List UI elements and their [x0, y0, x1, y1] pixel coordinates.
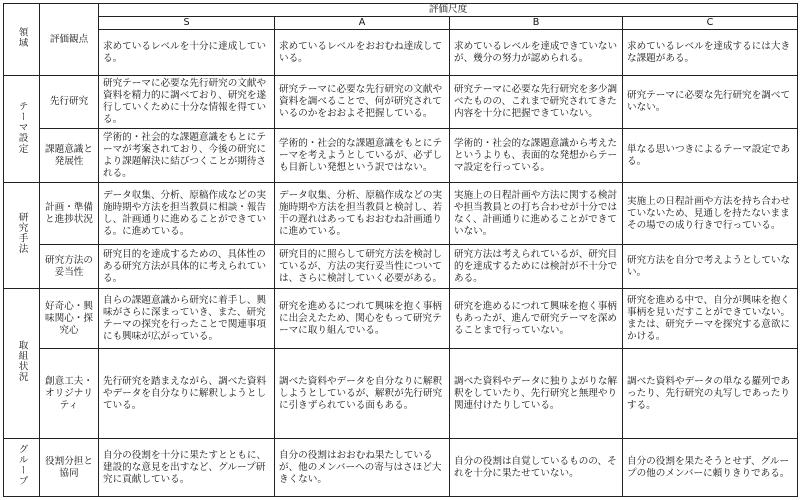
table-cell: 研究方法を自分で考えようとしていない。	[623, 245, 798, 289]
table-cell: 学術的・社会的な課題意識をもとにテーマを考えようとしているが、必ずしも目新しい発想という訳ではない。	[275, 129, 450, 183]
table-cell: 調べた資料やデータを自分なりに解釈しようとしているが、解釈が先行研究に引きずられている面もある。	[275, 349, 450, 439]
domain-attitude: 取組状況	[4, 289, 40, 439]
table-cell: 研究テーマに必要な先行研究の文献や資料を調べることで、何が研究されているのかをおおよそ把握している。	[275, 76, 450, 129]
level-a-header: A	[275, 17, 450, 30]
domain-theme: テーマ設定	[4, 76, 40, 183]
table-cell: 調べた資料やデータに独りよがりな解釈をしていたり、先行研究と無理やり関連付けたりしている。	[450, 349, 623, 439]
level-c-header: C	[623, 17, 798, 30]
table-cell: 単なる思いつきによるテーマ設定である。	[623, 129, 798, 183]
table-cell: 学術的・社会的な課題意識から考えたというよりも、表面的な発想からテーマ設定を行っている。	[450, 129, 623, 183]
table-cell: 自分の役割を十分に果たすとともに、建設的な意見を出すなど、グループ研究に貢献している。	[99, 439, 275, 497]
table-cell: 研究テーマに必要な先行研究を多少調べたものの、これまで研究されてきた内容を十分に把握できていない。	[450, 76, 623, 129]
viewpoint-method-validity: 研究方法の妥当性	[40, 245, 99, 289]
table-cell: 先行研究を踏まえながら、調べた資料やデータを自分なりに解釈しようとしている。	[99, 349, 275, 439]
table-cell: 研究方法は考えられているが、研究目的を達成するためには検討が不十分である。	[450, 245, 623, 289]
table-cell: 実施上の日程計画や方法に関する検討や担当教員との打ち合わせが十分ではなく、計画通りに進めることができていない。	[450, 183, 623, 245]
viewpoint-planning: 計画・準備と進捗状況	[40, 183, 99, 245]
table-cell: 研究を進めるにつれて興味を抱く事柄もあったが、進んで研究テーマを深めることまで行っていない。	[450, 289, 623, 349]
domain-column-header: 領域	[4, 4, 40, 76]
viewpoint-teamwork: 役割分担と協同	[40, 439, 99, 497]
level-a-definition: 求めているレベルをおおむね達成している。	[275, 30, 450, 76]
domain-method: 研究手法	[4, 183, 40, 289]
rubric-table	[3, 3, 798, 497]
viewpoint-curiosity: 好奇心・興味関心・探究心	[40, 289, 99, 349]
table-cell: 自分の役割を果たそうとせず、グループの他のメンバーに頼りきりである。	[623, 439, 798, 497]
table-cell: 研究目的を達成するための、具体性のある研究方法が具体的に考えられている。	[99, 245, 275, 289]
viewpoint-column-header: 評価観点	[40, 4, 99, 76]
table-cell: 実施上の日程計画や方法を持ち合わせていないため、見通しを持たないままその場での成り行きで行っている。	[623, 183, 798, 245]
scale-title: 評価尺度	[99, 4, 798, 17]
table-cell: データ収集、分析、原稿作成などの実施時期や方法を担当教員と検討し、若干の遅れはあってもおおむね計画通りに進めている。	[275, 183, 450, 245]
table-cell: 自分の役割はおおむね果たしているが、他のメンバーへの寄与はさほど大きくない。	[275, 439, 450, 497]
table-cell: データ収集、分析、原稿作成などの実施時期や方法を担当教員に相談・報告し、計画通りに進めることができている。に進めている。	[99, 183, 275, 245]
level-s-definition: 求めているレベルを十分に達成している。	[99, 30, 275, 76]
table-cell: 研究を進める中で、自分が興味を抱く事柄を見いだすことができていない。または、研究テーマを探究する意欲にかける。	[623, 289, 798, 349]
level-b-definition: 求めているレベルを達成できていないが、幾分の努力が認められる。	[450, 30, 623, 76]
viewpoint-prior-research: 先行研究	[40, 76, 99, 129]
table-cell: 自らの課題意識から研究に着手し、興味がさらに深まっていき、また、研究テーマの探究を行ったことで関連事項にも興味が広がっている。	[99, 289, 275, 349]
table-cell: 研究目的に照らして研究方法を検討しているが、方法の実行妥当性については、さらに検討していく必要がある。	[275, 245, 450, 289]
level-s-header: S	[99, 17, 275, 30]
domain-group: グループ	[4, 439, 40, 497]
table-cell: 自分の役割は自覚しているものの、それを十分に果たせていない。	[450, 439, 623, 497]
table-cell: 研究テーマに必要な先行研究の文献や資料を精力的に調べており、研究を遂行していくために十分な情報を得ている。	[99, 76, 275, 129]
viewpoint-originality: 創意工夫・オリジナリティ	[40, 349, 99, 439]
viewpoint-awareness: 課題意識と発展性	[40, 129, 99, 183]
table-cell: 調べた資料やデータの単なる羅列であったり、先行研究の丸写しであったりする。	[623, 349, 798, 439]
table-cell: 学術的・社会的な課題意識をもとにテーマが考案されており、今後の研究により課題解決に結びつくことが期待される。	[99, 129, 275, 183]
level-c-definition: 求めているレベルを達成するには大きな課題がある。	[623, 30, 798, 76]
table-cell: 研究を進めるにつれて興味を抱く事柄に出会えたため、関心をもって研究テーマに取り組んでいる。	[275, 289, 450, 349]
level-b-header: B	[450, 17, 623, 30]
table-cell: 研究テーマに必要な先行研究を調べていない。	[623, 76, 798, 129]
